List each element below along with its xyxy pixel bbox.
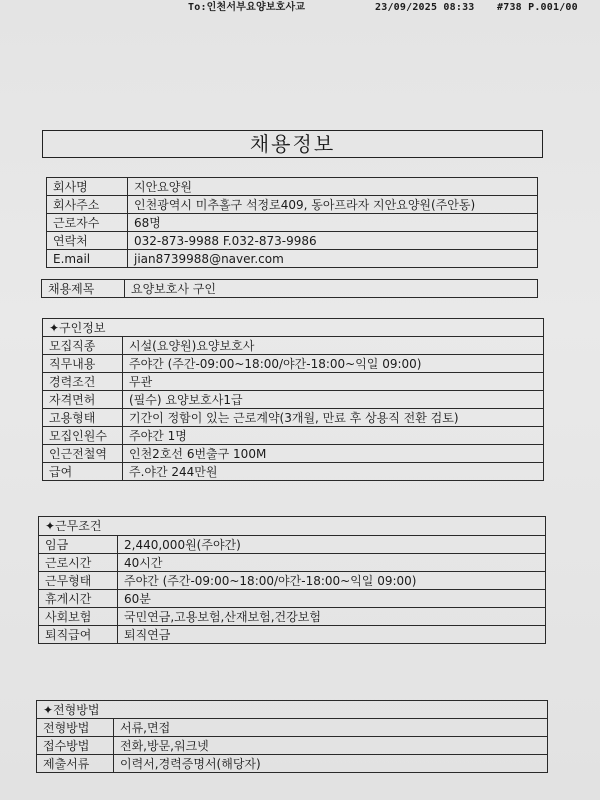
row-label: 근무형태 — [39, 572, 118, 590]
fax-datetime: 23/09/2025 08:33 — [375, 2, 475, 13]
table-row — [47, 214, 538, 232]
table-row — [43, 373, 544, 391]
row-value: 서류,면접 — [114, 719, 548, 737]
row-value: 60분 — [118, 590, 546, 608]
row-value: 전화,방문,워크넷 — [114, 737, 548, 755]
selection-method-table — [36, 700, 548, 773]
table-row — [39, 536, 546, 554]
table-row — [39, 590, 546, 608]
section-heading-row — [37, 701, 548, 719]
row-value: 40시간 — [118, 554, 546, 572]
working-conditions-table — [38, 516, 546, 644]
table-row — [47, 232, 538, 250]
job-title-value: 요양보호사 구인 — [125, 280, 538, 298]
row-label: 모집인원수 — [43, 427, 123, 445]
row-label: 고용형태 — [43, 409, 123, 427]
table-row — [47, 250, 538, 268]
page-title: 채용정보 — [42, 130, 543, 158]
row-value: 시설(요양원)요양보호사 — [123, 337, 544, 355]
row-label: 제출서류 — [37, 755, 114, 773]
table-row — [42, 280, 538, 298]
row-label: 회사명 — [47, 178, 128, 196]
row-label: 임금 — [39, 536, 118, 554]
section-heading: ✦근무조건 — [39, 517, 546, 536]
fax-recipient: To:인천서부요양보호사교 — [188, 2, 306, 13]
table-row — [47, 196, 538, 214]
table-row — [43, 427, 544, 445]
section-heading: ✦구인정보 — [43, 319, 544, 337]
job-title-table — [41, 279, 538, 298]
row-value: 032-873-9988 F.032-873-9986 — [128, 232, 538, 250]
row-value: 인천광역시 미추홀구 석정로409, 동아프라자 지안요양원(주안동) — [128, 196, 538, 214]
table-row — [43, 463, 544, 481]
row-label: 급여 — [43, 463, 123, 481]
recruit-info-table — [42, 318, 544, 481]
row-label: 전형방법 — [37, 719, 114, 737]
row-value: 2,440,000원(주야간) — [118, 536, 546, 554]
section-heading: ✦전형방법 — [37, 701, 548, 719]
table-row — [39, 554, 546, 572]
row-label: 퇴직급여 — [39, 626, 118, 644]
row-label: 회사주소 — [47, 196, 128, 214]
row-value: 무관 — [123, 373, 544, 391]
table-row — [39, 626, 546, 644]
row-label: 경력조건 — [43, 373, 123, 391]
table-row — [37, 719, 548, 737]
table-row — [43, 391, 544, 409]
row-label: 연락처 — [47, 232, 128, 250]
row-value: 기간이 정함이 있는 근로계약(3개월, 만료 후 상용직 전환 검토) — [123, 409, 544, 427]
row-value: 인천2호선 6번출구 100M — [123, 445, 544, 463]
company-info-table — [46, 177, 538, 268]
table-row — [43, 445, 544, 463]
row-value: 지안요양원 — [128, 178, 538, 196]
table-row — [43, 409, 544, 427]
row-value: 주.야간 244만원 — [123, 463, 544, 481]
row-value: 주야간 (주간-09:00~18:00/야간-18:00~익일 09:00) — [118, 572, 546, 590]
table-row — [47, 178, 538, 196]
row-value: (필수) 요양보호사1급 — [123, 391, 544, 409]
table-row — [39, 608, 546, 626]
row-label: 근로시간 — [39, 554, 118, 572]
fax-page-number: #738 P.001/00 — [497, 2, 578, 13]
row-label: 인근전철역 — [43, 445, 123, 463]
row-value: 주야간 1명 — [123, 427, 544, 445]
row-label: 모집직종 — [43, 337, 123, 355]
table-row — [37, 737, 548, 755]
table-row — [43, 337, 544, 355]
row-label: E.mail — [47, 250, 128, 268]
job-title-label: 채용제목 — [42, 280, 125, 298]
row-label: 직무내용 — [43, 355, 123, 373]
row-value: 주야간 (주간-09:00~18:00/야간-18:00~익일 09:00) — [123, 355, 544, 373]
row-value: 68명 — [128, 214, 538, 232]
row-label: 근로자수 — [47, 214, 128, 232]
row-value: 이력서,경력증명서(해당자) — [114, 755, 548, 773]
row-label: 접수방법 — [37, 737, 114, 755]
row-value: 퇴직연금 — [118, 626, 546, 644]
row-value: jian8739988@naver.com — [128, 250, 538, 268]
row-label: 휴게시간 — [39, 590, 118, 608]
row-label: 자격면허 — [43, 391, 123, 409]
row-value: 국민연금,고용보험,산재보험,건강보험 — [118, 608, 546, 626]
table-row — [37, 755, 548, 773]
section-heading-row — [43, 319, 544, 337]
section-heading-row — [39, 517, 546, 536]
fax-header — [160, 0, 600, 16]
table-row — [43, 355, 544, 373]
table-row — [39, 572, 546, 590]
row-label: 사회보험 — [39, 608, 118, 626]
